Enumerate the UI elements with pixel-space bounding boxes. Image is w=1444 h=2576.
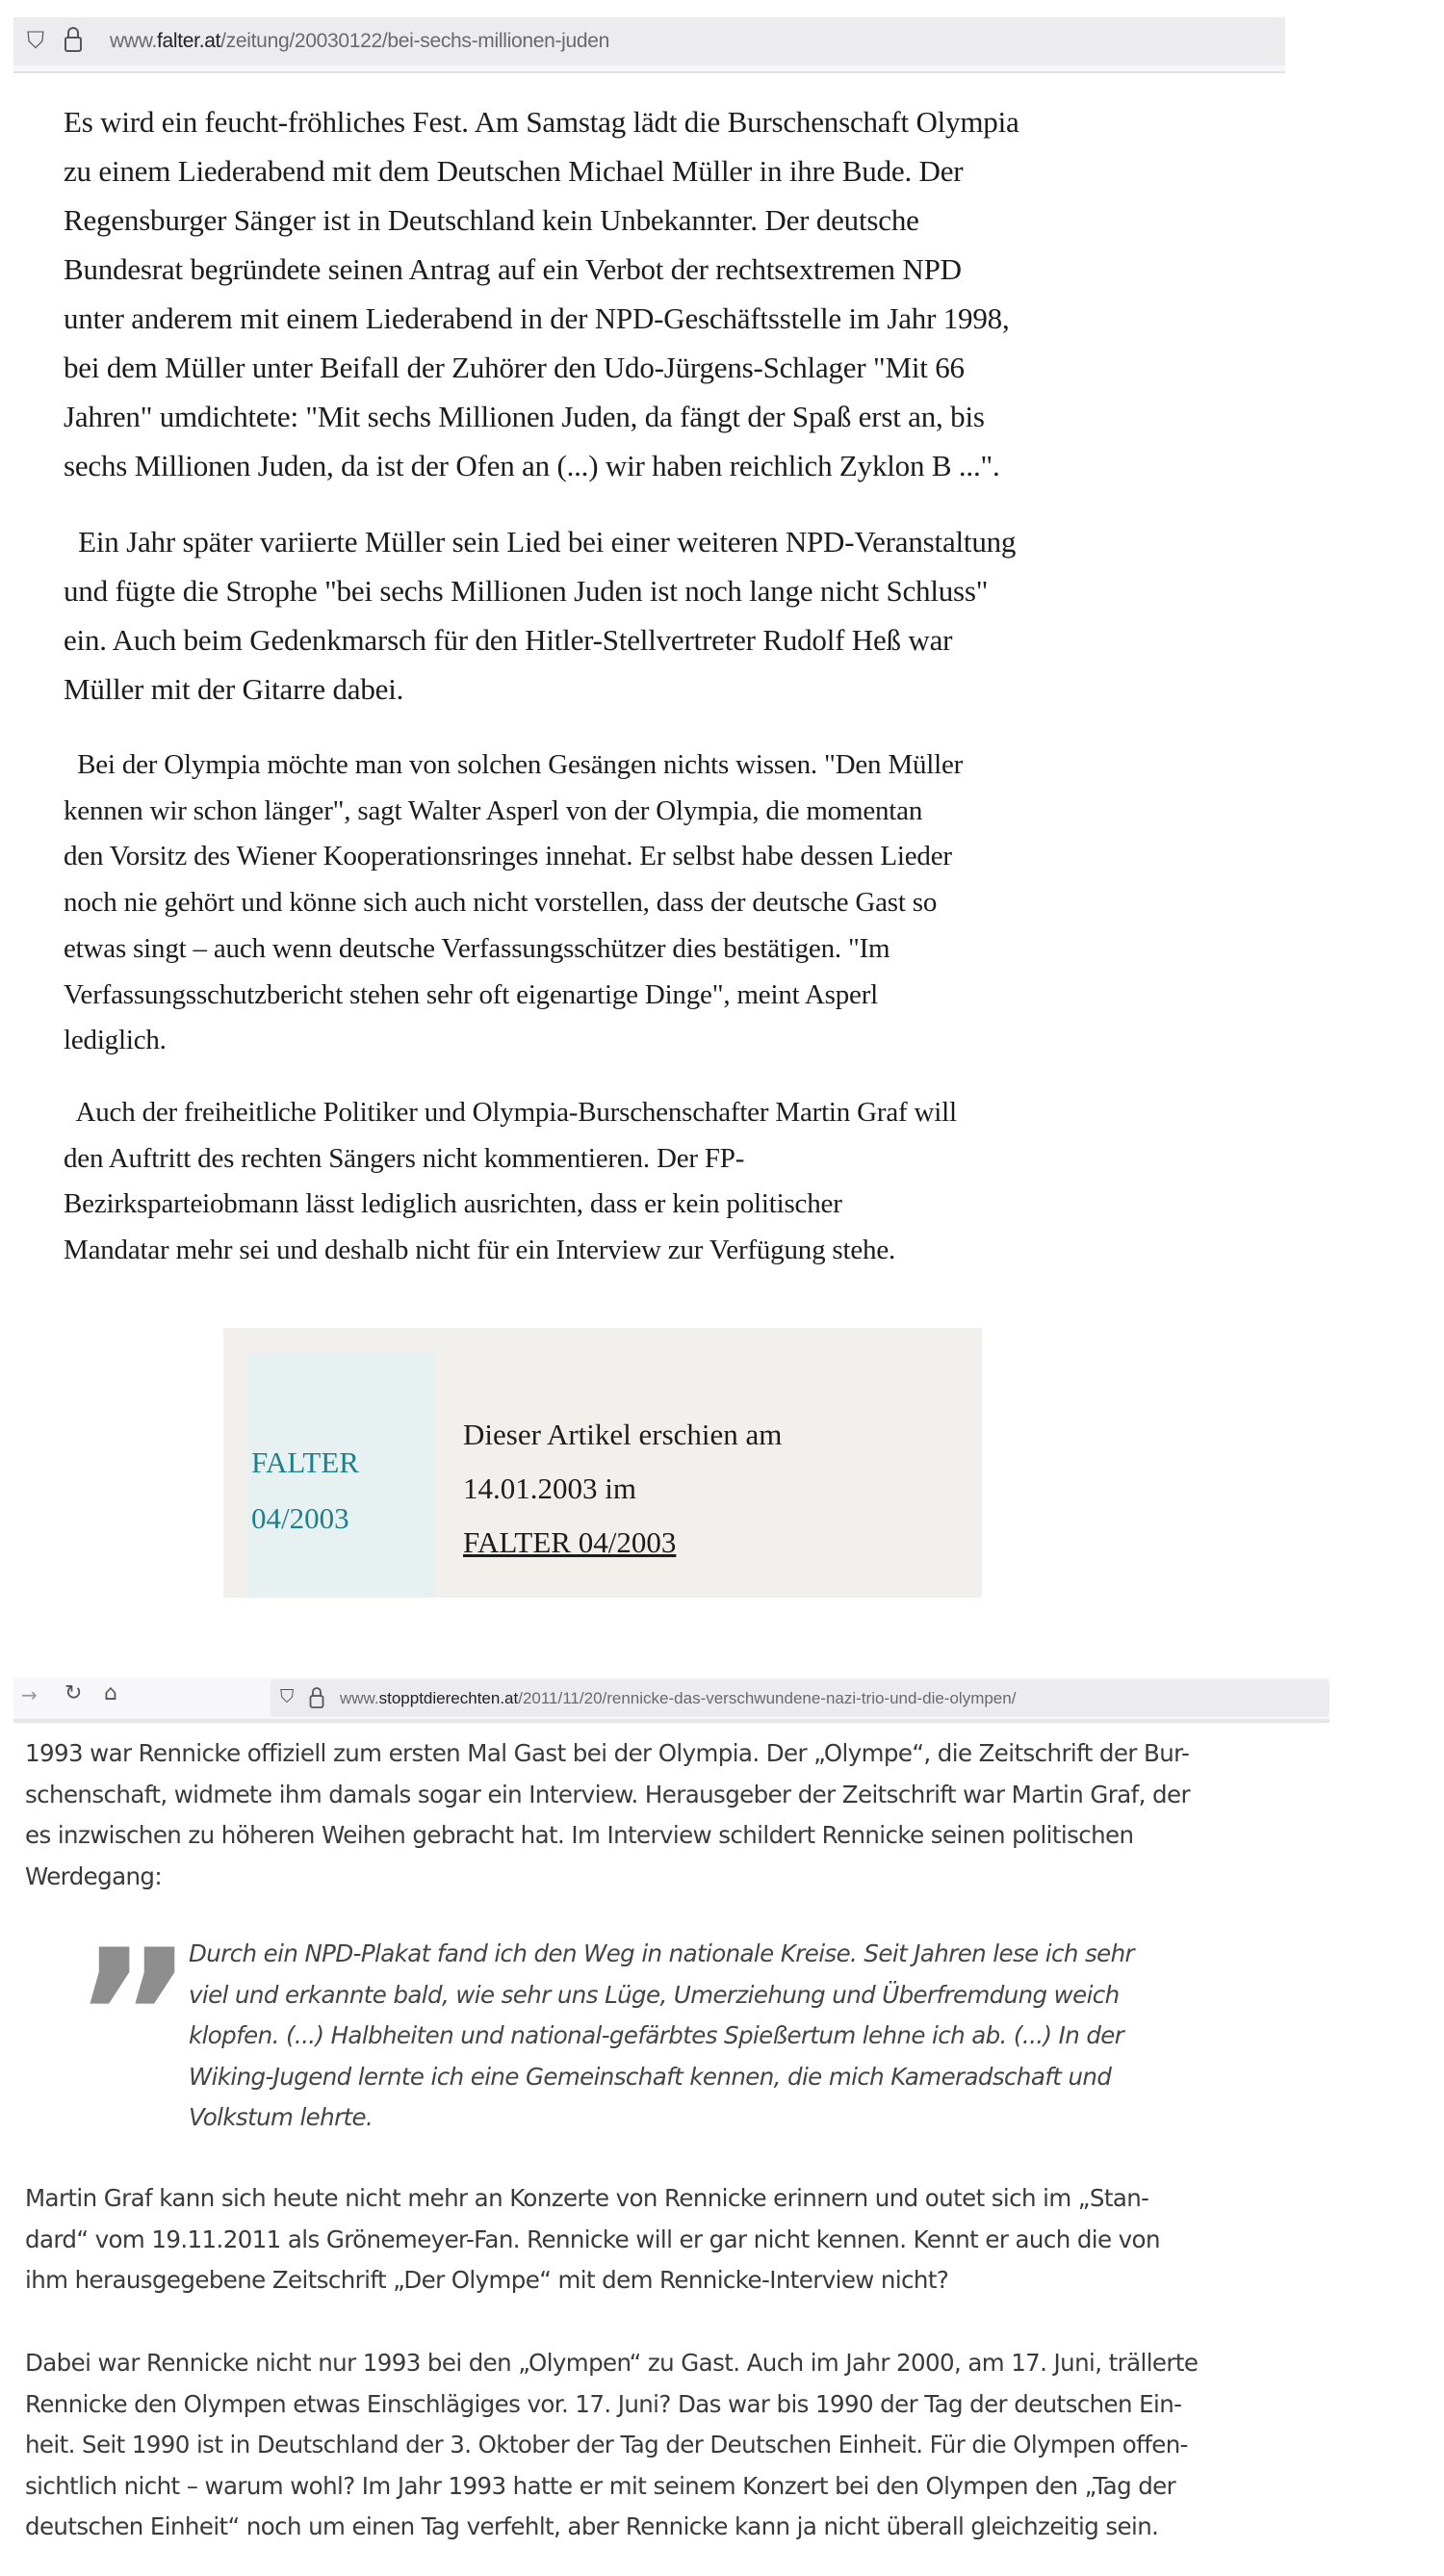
text-line: Dabei war Rennicke nicht nur 1993 bei den „Olympen“ zu Gast. Auch im Jahr 2000, am 17. Juni, trällerte <box>25 2349 1199 2377</box>
text-line: dard“ vom 19.11.2011 als Grönemeyer-Fan. Rennicke will er gar nicht kennen. Kennt er auch die von <box>25 2225 1160 2253</box>
publication-note-line2: 14.01.2003 im <box>463 1471 636 1505</box>
text-line: Martin Graf kann sich heute nicht mehr an Konzerte von Rennicke erinnern und outet sich im „Stan- <box>25 2184 1149 2212</box>
text-line: Mandatar mehr sei und deshalb nicht für ein Interview zur Verfügung stehe. <box>64 1235 896 1266</box>
text-line: unter anderem mit einem Liederabend in der NPD-Geschäftsstelle im Jahr 1998, <box>64 301 1010 335</box>
forward-icon[interactable]: → <box>21 1683 38 1706</box>
text-line: ihm herausgegebene Zeitschrift „Der Olympe“ mit dem Rennicke-Interview nicht? <box>25 2266 949 2295</box>
text-line: Auch der freiheitliche Politiker und Olympia-Burschenschafter Martin Graf will <box>64 1097 957 1128</box>
article-paragraph-1 <box>64 97 1019 490</box>
issue-label <box>251 1435 359 1547</box>
publication-note-line1: Dieser Artikel erschien am <box>463 1418 783 1451</box>
text-line: schenschaft, widmete ihm damals sogar ein Interview. Herausgeber der Zeitschrift war Martin Graf, der <box>25 1780 1190 1808</box>
reload-icon[interactable]: ↻ <box>64 1681 83 1705</box>
text-line: noch nie gehört und könne sich auch nicht vorstellen, dass der deutsche Gast so <box>64 887 938 919</box>
toolbar-divider-2 <box>13 1719 1329 1723</box>
publication-note <box>463 1408 782 1570</box>
shield-icon[interactable]: ⛉ <box>27 27 44 54</box>
url-prefix: www. <box>340 1689 379 1707</box>
text-line: ein. Auch beim Gedenkmarsch für den Hitler-Stellvertreter Rudolf Heß war <box>64 623 953 657</box>
text-line: Müller mit der Gitarre dabei. <box>64 672 404 706</box>
text-line: Wiking-Jugend lernte ich eine Gemeinschaft kennen, die mich Kameradschaft und <box>189 2062 1112 2091</box>
article-paragraph-2 <box>64 517 1016 714</box>
home-icon[interactable]: ⌂ <box>104 1681 117 1705</box>
blockquote <box>189 1934 1134 2139</box>
url-text[interactable] <box>110 30 609 53</box>
text-line: den Vorsitz des Wiener Kooperationsringes innehat. Er selbst habe dessen Lieder <box>64 841 952 872</box>
text-line: und fügte die Strophe "bei sechs Millionen Juden ist noch lange nicht Schluss" <box>64 574 989 608</box>
text-line: Regensburger Sänger ist in Deutschland kein Unbekannter. Der deutsche <box>64 203 919 237</box>
url-prefix: www. <box>110 30 157 52</box>
text-line: Es wird ein feucht-fröhliches Fest. Am Samstag lädt die Burschenschaft Olympia <box>64 105 1019 139</box>
text-line: bei dem Müller unter Beifall der Zuhörer den Udo-Jürgens-Schlager "Mit 66 <box>64 351 965 384</box>
lock-icon[interactable] <box>64 26 83 57</box>
text-line: Volkstum lehrte. <box>189 2103 374 2132</box>
url-domain: falter.at <box>156 30 221 52</box>
text-line: Werdegang: <box>25 1861 163 1890</box>
article-paragraph-4 <box>64 1090 957 1274</box>
text-line: Ein Jahr später variierte Müller sein Lied bei einer weiteren NPD-Veranstaltung <box>64 525 1017 559</box>
url-path: /2011/11/20/rennicke-das-verschwundene-nazi-trio-und-die-olympen/ <box>518 1689 1017 1707</box>
text-line: viel und erkannte bald, wie sehr uns Lüge, Umerziehung und Überfremdung weich <box>189 1980 1120 2009</box>
intro-paragraph <box>25 1733 1190 1897</box>
text-line: Jahren" umdichtete: "Mit sechs Millionen Juden, da fängt der Spaß erst an, bis <box>64 400 985 433</box>
issue-label-line1: FALTER <box>251 1445 359 1479</box>
text-line: Durch ein NPD-Plakat fand ich den Weg in nationale Kreise. Seit Jahren lese ich sehr <box>189 1939 1135 1967</box>
text-line: Bundesrat begründete seinen Antrag auf ein Verbot der rechtsextremen NPD <box>64 252 962 286</box>
lock-icon[interactable] <box>309 1686 324 1713</box>
text-line: es inzwischen zu höheren Weihen gebracht hat. Im Interview schildert Rennicke seinen politischen <box>25 1821 1134 1850</box>
issue-label-line2: 04/2003 <box>251 1501 349 1535</box>
text-line: heit. Seit 1990 ist in Deutschland der 3. Oktober der Tag der Deutschen Einheit. Für die Olympen offen- <box>25 2431 1188 2459</box>
article-paragraph-dabei <box>25 2343 1198 2548</box>
text-line: lediglich. <box>64 1025 167 1056</box>
quote-icon: ” <box>73 1911 180 2123</box>
article-paragraph-3 <box>64 742 963 1064</box>
article-paragraph-graf <box>25 2178 1160 2302</box>
text-line: 1993 war Rennicke offiziell zum ersten Mal Gast bei der Olympia. Der „Olympe“, die Zeitschrift der Bur- <box>25 1739 1190 1767</box>
text-line: Bezirksparteiobmann lässt lediglich ausrichten, dass er kein politischer <box>64 1188 842 1220</box>
text-line: sichtlich nicht – warum wohl? Im Jahr 1993 hatte er mit seinem Konzert bei den Olympen den „Tag der <box>25 2471 1176 2500</box>
url-text-2[interactable] <box>340 1689 1016 1708</box>
text-line: etwas singt – auch wenn deutsche Verfassungsschützer dies bestätigen. "Im <box>64 932 890 964</box>
address-bar-2[interactable] <box>271 1679 1329 1717</box>
text-line: Verfassungsschutzbericht stehen sehr oft eigenartige Dinge", meint Asperl <box>64 978 879 1010</box>
text-line: zu einem Liederabend mit dem Deutschen Michael Müller in ihre Bude. Der <box>64 154 964 188</box>
issue-link[interactable]: FALTER 04/2003 <box>463 1525 677 1559</box>
address-bar[interactable] <box>13 17 1285 65</box>
text-line: klopfen. (...) Halbheiten und national-gefärbtes Spießertum lehne ich ab. (...) In der <box>189 2021 1124 2050</box>
text-line: Bei der Olympia möchte man von solchen Gesängen nichts wissen. "Den Müller <box>64 749 964 780</box>
toolbar-divider <box>13 65 1285 73</box>
text-line: Rennicke den Olympen etwas Einschlägiges vor. 17. Juni? Das war bis 1990 der Tag der deutschen Ein- <box>25 2389 1182 2418</box>
text-line: deutschen Einheit“ noch um einen Tag verfehlt, aber Rennicke kann ja nicht überall gleichzeitig sein. <box>25 2512 1159 2541</box>
text-line: sechs Millionen Juden, da ist der Ofen an (...) wir haben reichlich Zyklon B ...". <box>64 449 1000 482</box>
text-line: kennen wir schon länger", sagt Walter Asperl von der Olympia, die momentan <box>64 794 923 826</box>
url-path: /zeitung/20030122/bei-sechs-millionen-juden <box>220 30 610 52</box>
url-domain: stopptdierechten.at <box>378 1689 519 1707</box>
shield-icon[interactable]: ⛉ <box>280 1686 295 1707</box>
text-line: den Auftritt des rechten Sängers nicht kommentieren. Der FP- <box>64 1142 745 1174</box>
